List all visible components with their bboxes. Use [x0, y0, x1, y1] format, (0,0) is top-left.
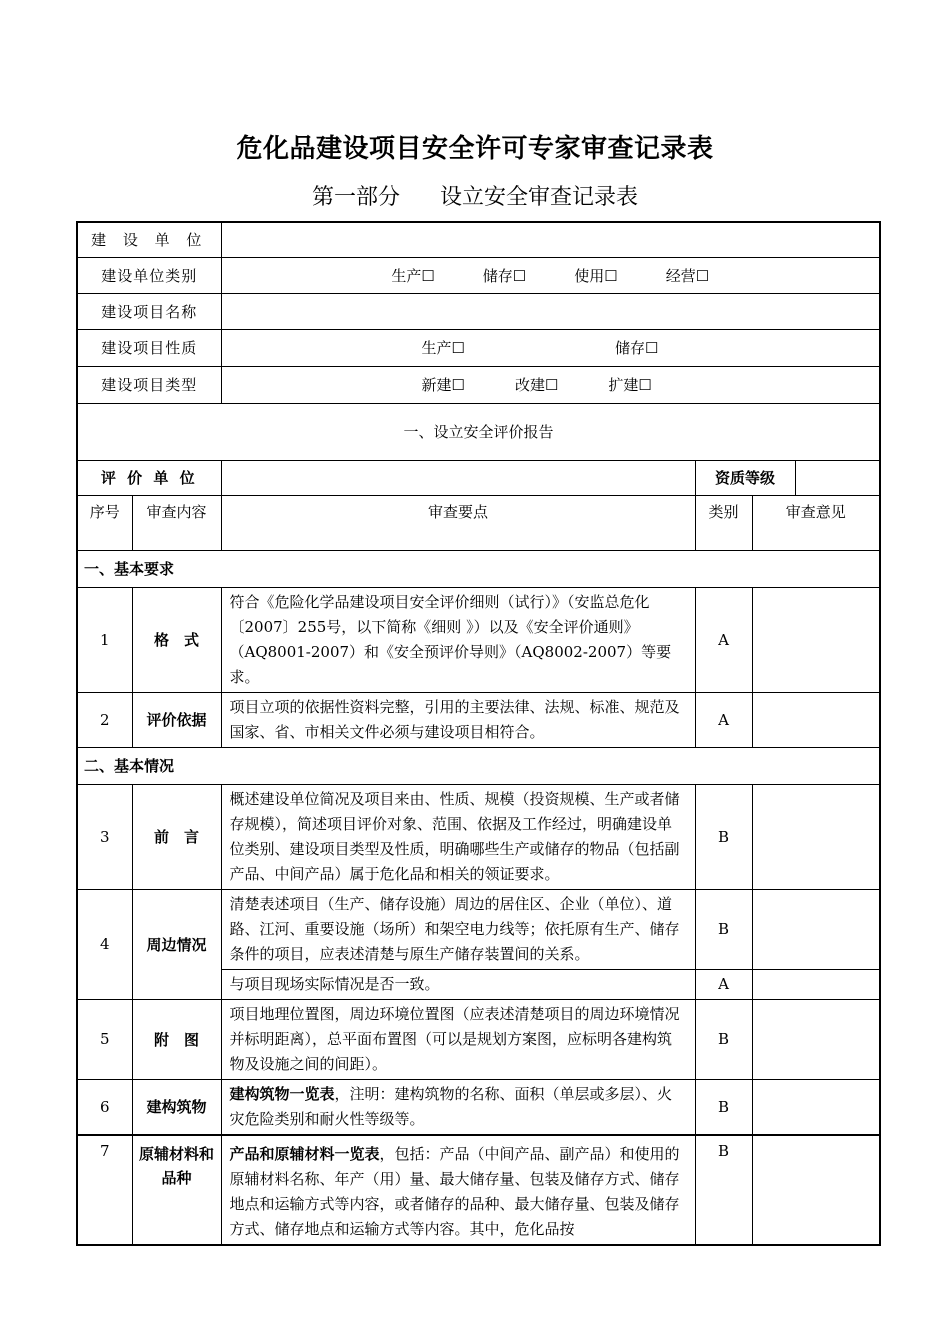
project-nature-options [221, 329, 880, 366]
unit-type-label: 建设单位类别 [77, 257, 221, 293]
row-opinion-field[interactable] [752, 889, 880, 969]
header-category: 类别 [695, 495, 752, 550]
qualification-field[interactable] [795, 460, 880, 495]
row-item: 建构筑物 [132, 1079, 221, 1135]
row-description: 项目立项的依据性资料完整，引用的主要法律、法规、标准、规范及国家、省、市相关文件必须与建设项目相符合。 [221, 692, 695, 747]
unit-type-options [221, 257, 880, 293]
row-opinion-field[interactable] [752, 1135, 880, 1245]
row-number: 4 [77, 889, 132, 999]
row-opinion-field[interactable] [752, 784, 880, 889]
evaluation-unit-label: 评 价 单 位 [77, 460, 221, 495]
project-type-option-rebuild[interactable]: 改建☐ [514, 376, 559, 394]
project-name-label: 建设项目名称 [77, 293, 221, 329]
project-type-option-new[interactable]: 新建☐ [421, 376, 465, 394]
row-description-extra: 与项目现场实际情况是否一致。 [221, 969, 695, 999]
unit-type-option-storage[interactable]: 储存☐ [482, 266, 527, 285]
project-nature-option-storage[interactable]: 储存☐ [614, 339, 659, 357]
evaluation-unit-field[interactable] [221, 460, 695, 495]
row-description [221, 1135, 695, 1245]
qualification-label: 资质等级 [695, 460, 795, 495]
row-category-extra: A [695, 969, 752, 999]
row-number: 1 [77, 587, 132, 692]
row-number: 7 [77, 1135, 132, 1245]
row-description-text: ，包括：产品（中间产品、副产品）和使用的原辅材料名称、年产（用）量、最大储存量、包装及储存方式、储存地点和运输方式等内容，或者储存的品种、最大储存量、包装及储存方式、储存地点和运输方式等内容。其中，危化品按 [229, 1145, 680, 1238]
group-basic-situation: 二、基本情况 [77, 747, 880, 784]
part-name: 设立安全审查记录表 [440, 185, 639, 210]
row-category: B [695, 1079, 752, 1135]
row-category: B [695, 999, 752, 1079]
row-description [221, 1079, 695, 1135]
row-description-text: ，注明：建构筑物的名称、面积（单层或多层）、火灾危险类别和耐火性等级等。 [229, 1084, 673, 1128]
header-content: 审查内容 [132, 495, 221, 550]
header-points: 审查要点 [221, 495, 695, 550]
row-number: 2 [77, 692, 132, 747]
row-opinion-field[interactable] [752, 587, 880, 692]
row-description-bold: 产品和原辅材料一览表 [229, 1145, 380, 1163]
row-category: B [695, 1135, 752, 1245]
row-opinion-field[interactable] [752, 692, 880, 747]
part-number: 第一部分 [311, 185, 400, 210]
row-item: 评价依据 [132, 692, 221, 747]
unit-type-option-use[interactable]: 使用☐ [574, 266, 618, 285]
row-item: 附 图 [132, 999, 221, 1079]
row-number: 6 [77, 1079, 132, 1135]
row-description: 概述建设单位简况及项目来由、性质、规模（投资规模、生产或者储存规模），简述项目评价对象、范围、依据及工作经过，明确建设单位类别、建设项目类型及性质，明确哪些生产或储存的物品（包括副产品、中间产品）属于危化品和相关的领证要求。 [221, 784, 695, 889]
row-category: A [695, 692, 752, 747]
row-item: 前 言 [132, 784, 221, 889]
group-basic-requirements: 一、基本要求 [77, 550, 880, 587]
header-opinion: 审查意见 [752, 495, 880, 550]
row-number: 5 [77, 999, 132, 1079]
row-item: 原辅材料和品种 [132, 1135, 221, 1245]
row-opinion-field[interactable] [752, 999, 880, 1079]
project-nature-label: 建设项目性质 [77, 329, 221, 366]
project-name-field[interactable] [221, 293, 880, 329]
row-number: 3 [77, 784, 132, 889]
construction-unit-field[interactable] [221, 222, 880, 257]
row-item: 周边情况 [132, 889, 221, 999]
section-title: 一、设立安全评价报告 [77, 403, 880, 460]
row-item: 格 式 [132, 587, 221, 692]
document-title: 危化品建设项目安全许可专家审查记录表 [236, 134, 714, 164]
construction-unit-label: 建 设 单 位 [77, 222, 221, 257]
row-description: 符合《危险化学品建设项目安全评价细则（试行）》（安监总危化〔2007〕255号，以下简称《细则 》）以及《安全评价通则》（AQ8001-2007）和《安全预评价导则》（AQ8002-2007）等要求。 [221, 587, 695, 692]
row-description: 清楚表述项目（生产、储存设施）周边的居住区、企业（单位）、道路、江河、重要设施（场所）和架空电力线等；依托原有生产、储存条件的项目，应表述清楚与原生产储存装置间的关系。 [221, 889, 695, 969]
unit-type-option-production[interactable]: 生产☐ [391, 266, 435, 285]
row-description: 项目地理位置图，周边环境位置图（应表述清楚项目的周边环境情况并标明距离），总平面布置图（可以是规划方案图，应标明各建构筑物及设施之间的间距）。 [221, 999, 695, 1079]
project-type-option-expand[interactable]: 扩建☐ [608, 376, 652, 394]
row-category: B [695, 889, 752, 969]
row-opinion-field[interactable] [752, 1079, 880, 1135]
header-no: 序号 [77, 495, 132, 550]
project-type-label: 建设项目类型 [77, 366, 221, 403]
review-record-table [76, 221, 881, 1246]
row-opinion-field[interactable] [752, 969, 880, 999]
unit-type-option-business[interactable]: 经营☐ [665, 266, 710, 285]
row-description-bold: 建构筑物一览表 [229, 1084, 335, 1103]
part-heading [0, 180, 950, 211]
project-nature-option-production[interactable]: 生产☐ [421, 339, 465, 357]
row-category: B [695, 784, 752, 889]
project-type-options [221, 366, 880, 403]
row-category: A [695, 587, 752, 692]
